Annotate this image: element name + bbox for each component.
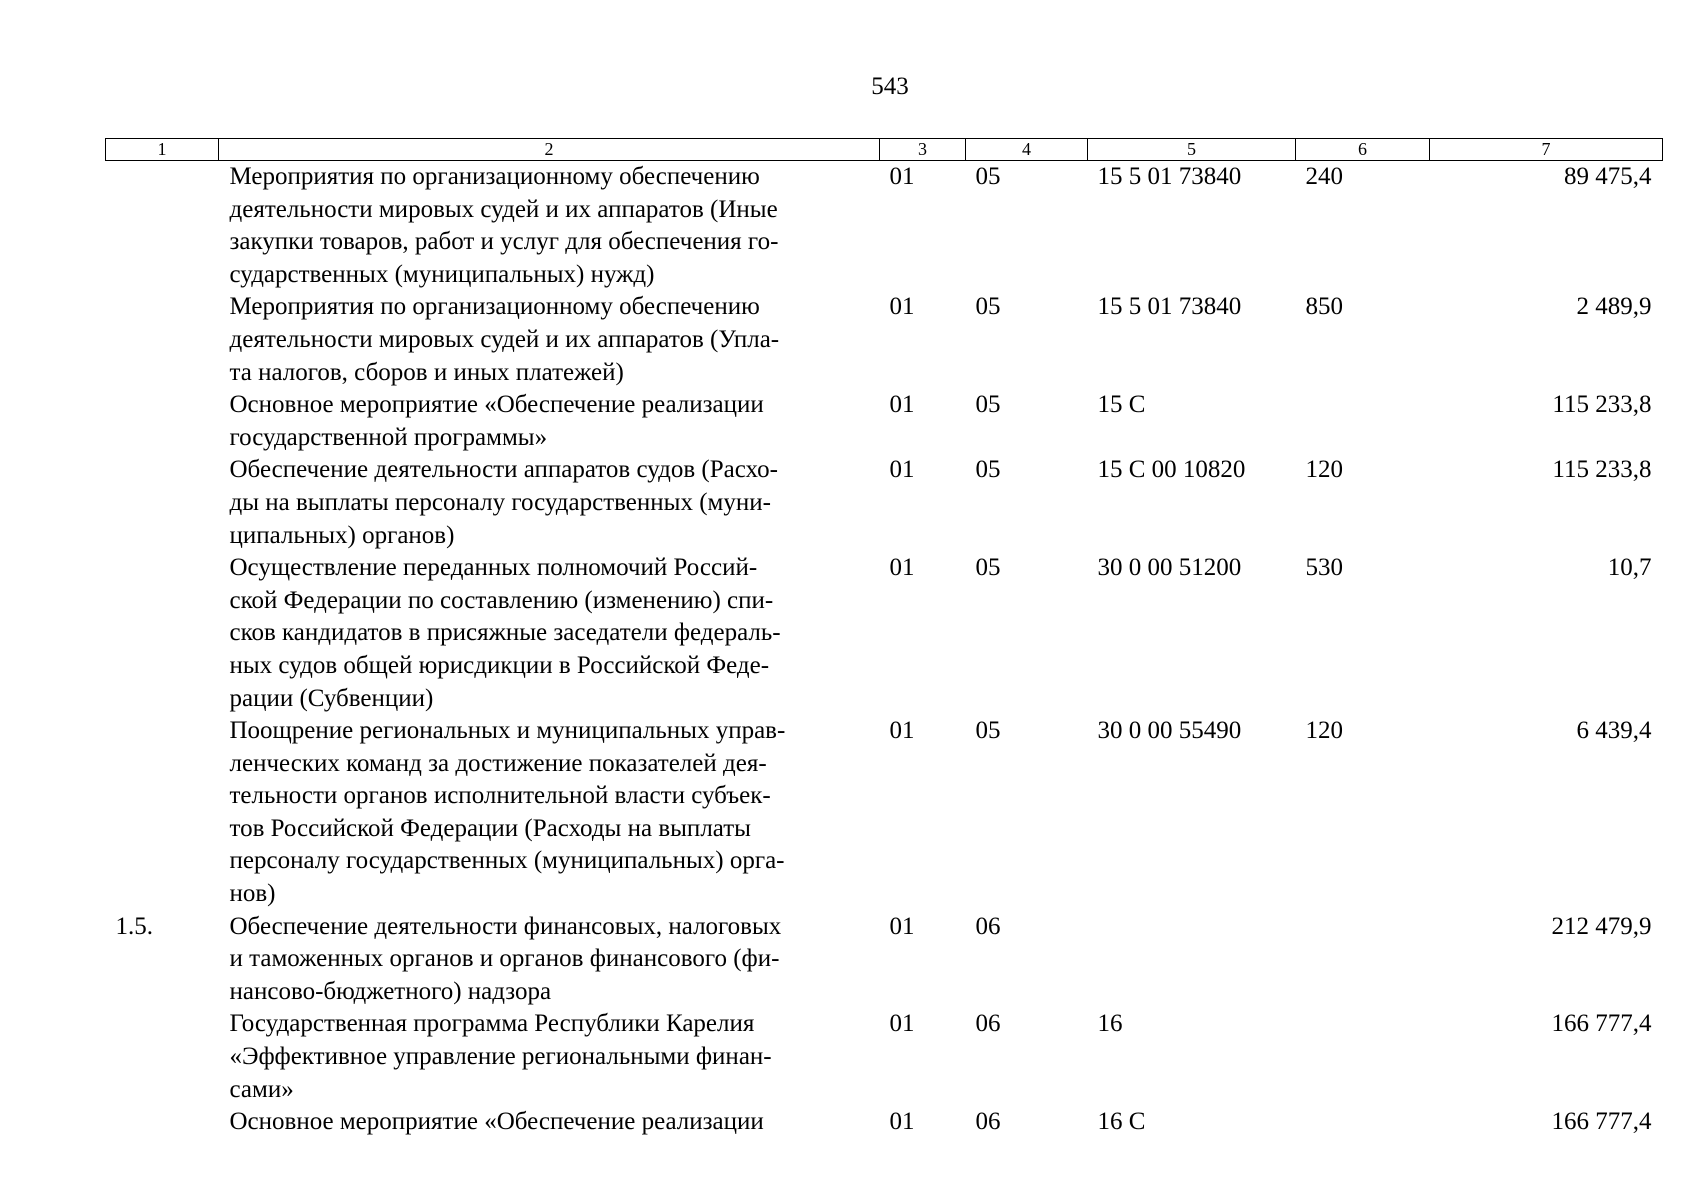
row-section: 01: [889, 293, 915, 321]
row-number: [106, 715, 219, 911]
table-row: [106, 291, 1663, 389]
row-section: 01: [889, 912, 915, 940]
row-subsection: 06: [975, 912, 1001, 940]
row-number: [106, 161, 219, 292]
description-line: деятельности мировых судей и их аппаратов (Упла-: [229, 325, 780, 353]
row-description: [219, 161, 880, 292]
table-body: [106, 161, 1663, 1139]
row-target-article: [1088, 911, 1296, 1009]
row-expense-type: 240: [1305, 163, 1343, 190]
row-target-article: 15 5 01 73840: [1097, 293, 1242, 321]
header-col-7: 7: [1430, 139, 1663, 161]
row-number: [106, 1008, 219, 1106]
description-line: «Эффективное управление региональными финан-: [229, 1043, 772, 1071]
row-subsection: 05: [975, 717, 1001, 745]
description-line: рации (Субвенции): [229, 684, 434, 712]
row-section: 01: [889, 1010, 915, 1038]
description-line: ных судов общей юрисдикции в Российской Феде-: [229, 651, 770, 679]
row-target-article: 30 0 00 55490: [1097, 717, 1242, 745]
row-section: 01: [889, 554, 915, 582]
header-col-3: 3: [880, 139, 966, 161]
row-subsection: 06: [975, 1010, 1001, 1038]
row-section: 01: [889, 717, 915, 745]
row-amount: 2 489,9: [1576, 293, 1652, 321]
row-description: [219, 1106, 880, 1139]
description-line: ципальных) органов): [229, 521, 455, 549]
table-row: [106, 911, 1663, 1009]
description-line: сударственных (муниципальных) нужд): [229, 260, 655, 288]
row-target-article: 15 5 01 73840: [1097, 163, 1242, 190]
description-line: закупки товаров, работ и услуг для обеспечения го-: [229, 228, 779, 256]
description-line: Осуществление переданных полномочий Россий-: [229, 554, 758, 582]
row-subsection: 05: [975, 293, 1001, 321]
description-line: и таможенных органов и органов финансового (фи-: [229, 945, 780, 973]
description-line: ды на выплаты персоналу государственных (муни-: [229, 488, 771, 516]
header-row: [106, 139, 1663, 161]
page-number: 543: [871, 73, 909, 100]
row-expense-type: 850: [1305, 293, 1343, 321]
table-row: [106, 552, 1663, 715]
description-line: сков кандидатов в присяжные заседатели федераль-: [229, 619, 781, 647]
row-target-article: 16 С: [1097, 1108, 1146, 1136]
table-row: [106, 715, 1663, 911]
row-expense-type: [1296, 389, 1430, 454]
row-number: [106, 1106, 219, 1139]
row-description: [219, 454, 880, 552]
row-expense-type: 530: [1305, 554, 1343, 582]
row-expense-type: 120: [1305, 717, 1343, 745]
row-number: [106, 291, 219, 389]
description-line: Обеспечение деятельности финансовых, налоговых: [229, 912, 782, 940]
row-amount: 89 475,4: [1564, 163, 1652, 190]
row-subsection: 05: [975, 163, 1001, 190]
row-description: [219, 552, 880, 715]
table-row: [106, 1106, 1663, 1139]
description-line: нов): [229, 880, 276, 908]
row-amount: 212 479,9: [1551, 912, 1652, 940]
row-section: 01: [889, 163, 915, 190]
row-number: [106, 552, 219, 715]
table-header: [106, 139, 1663, 161]
table-row: [106, 161, 1663, 292]
description-line: деятельности мировых судей и их аппаратов (Иные: [229, 195, 778, 223]
row-description: [219, 389, 880, 454]
description-line: персоналу государственных (муниципальных) орга-: [229, 847, 785, 875]
header-col-6: 6: [1296, 139, 1430, 161]
description-line: тельности органов исполнительной власти субъек-: [229, 782, 771, 810]
row-expense-type: [1296, 1008, 1430, 1106]
row-amount: 6 439,4: [1576, 717, 1652, 745]
row-expense-type: [1296, 911, 1430, 1009]
row-description: [219, 911, 880, 1009]
description-line: Государственная программа Республики Карелия: [229, 1010, 755, 1038]
header-col-1: 1: [106, 139, 219, 161]
description-line: Поощрение региональных и муниципальных управ-: [229, 717, 786, 745]
description-line: тов Российской Федерации (Расходы на выплаты: [229, 814, 751, 842]
row-description: [219, 715, 880, 911]
row-number: 1.5.: [115, 912, 153, 940]
row-target-article: 15 С: [1097, 391, 1146, 419]
description-line: Основное мероприятие «Обеспечение реализации: [229, 1108, 764, 1136]
description-line: Мероприятия по организационному обеспечению: [229, 293, 760, 321]
row-amount: 166 777,4: [1551, 1010, 1652, 1038]
row-amount: 115 233,8: [1552, 391, 1652, 419]
row-section: 01: [889, 391, 915, 419]
description-line: нансово-бюджетного) надзора: [229, 977, 552, 1005]
description-line: Обеспечение деятельности аппаратов судов (Расхо-: [229, 456, 778, 484]
description-line: Основное мероприятие «Обеспечение реализации: [229, 391, 764, 419]
description-line: та налогов, сборов и иных платежей): [229, 358, 624, 386]
row-amount: 166 777,4: [1551, 1108, 1652, 1136]
row-number: [106, 389, 219, 454]
table-row: [106, 389, 1663, 454]
table-row: [106, 1008, 1663, 1106]
row-subsection: 05: [975, 391, 1001, 419]
row-target-article: 30 0 00 51200: [1097, 554, 1242, 582]
header-col-2: 2: [219, 139, 880, 161]
description-line: Мероприятия по организационному обеспечению: [229, 163, 760, 190]
row-section: 01: [889, 1108, 915, 1136]
description-line: сами»: [229, 1075, 294, 1103]
table-row: [106, 454, 1663, 552]
row-amount: 10,7: [1607, 554, 1652, 582]
description-line: ской Федерации по составлению (изменению) спи-: [229, 586, 774, 614]
row-subsection: 06: [975, 1108, 1001, 1136]
row-amount: 115 233,8: [1552, 456, 1652, 484]
row-description: [219, 291, 880, 389]
description-line: государственной программы»: [229, 423, 548, 451]
row-expense-type: 120: [1305, 456, 1343, 484]
row-target-article: 15 С 00 10820: [1097, 456, 1246, 484]
row-target-article: 16: [1097, 1010, 1123, 1038]
header-col-5: 5: [1088, 139, 1296, 161]
row-description: [219, 1008, 880, 1106]
header-col-4: 4: [966, 139, 1088, 161]
row-subsection: 05: [975, 456, 1001, 484]
row-section: 01: [889, 456, 915, 484]
description-line: ленческих команд за достижение показателей дея-: [229, 749, 767, 777]
row-number: [106, 454, 219, 552]
row-expense-type: [1296, 1106, 1430, 1139]
row-subsection: 05: [975, 554, 1001, 582]
budget-table: [105, 138, 1663, 1139]
